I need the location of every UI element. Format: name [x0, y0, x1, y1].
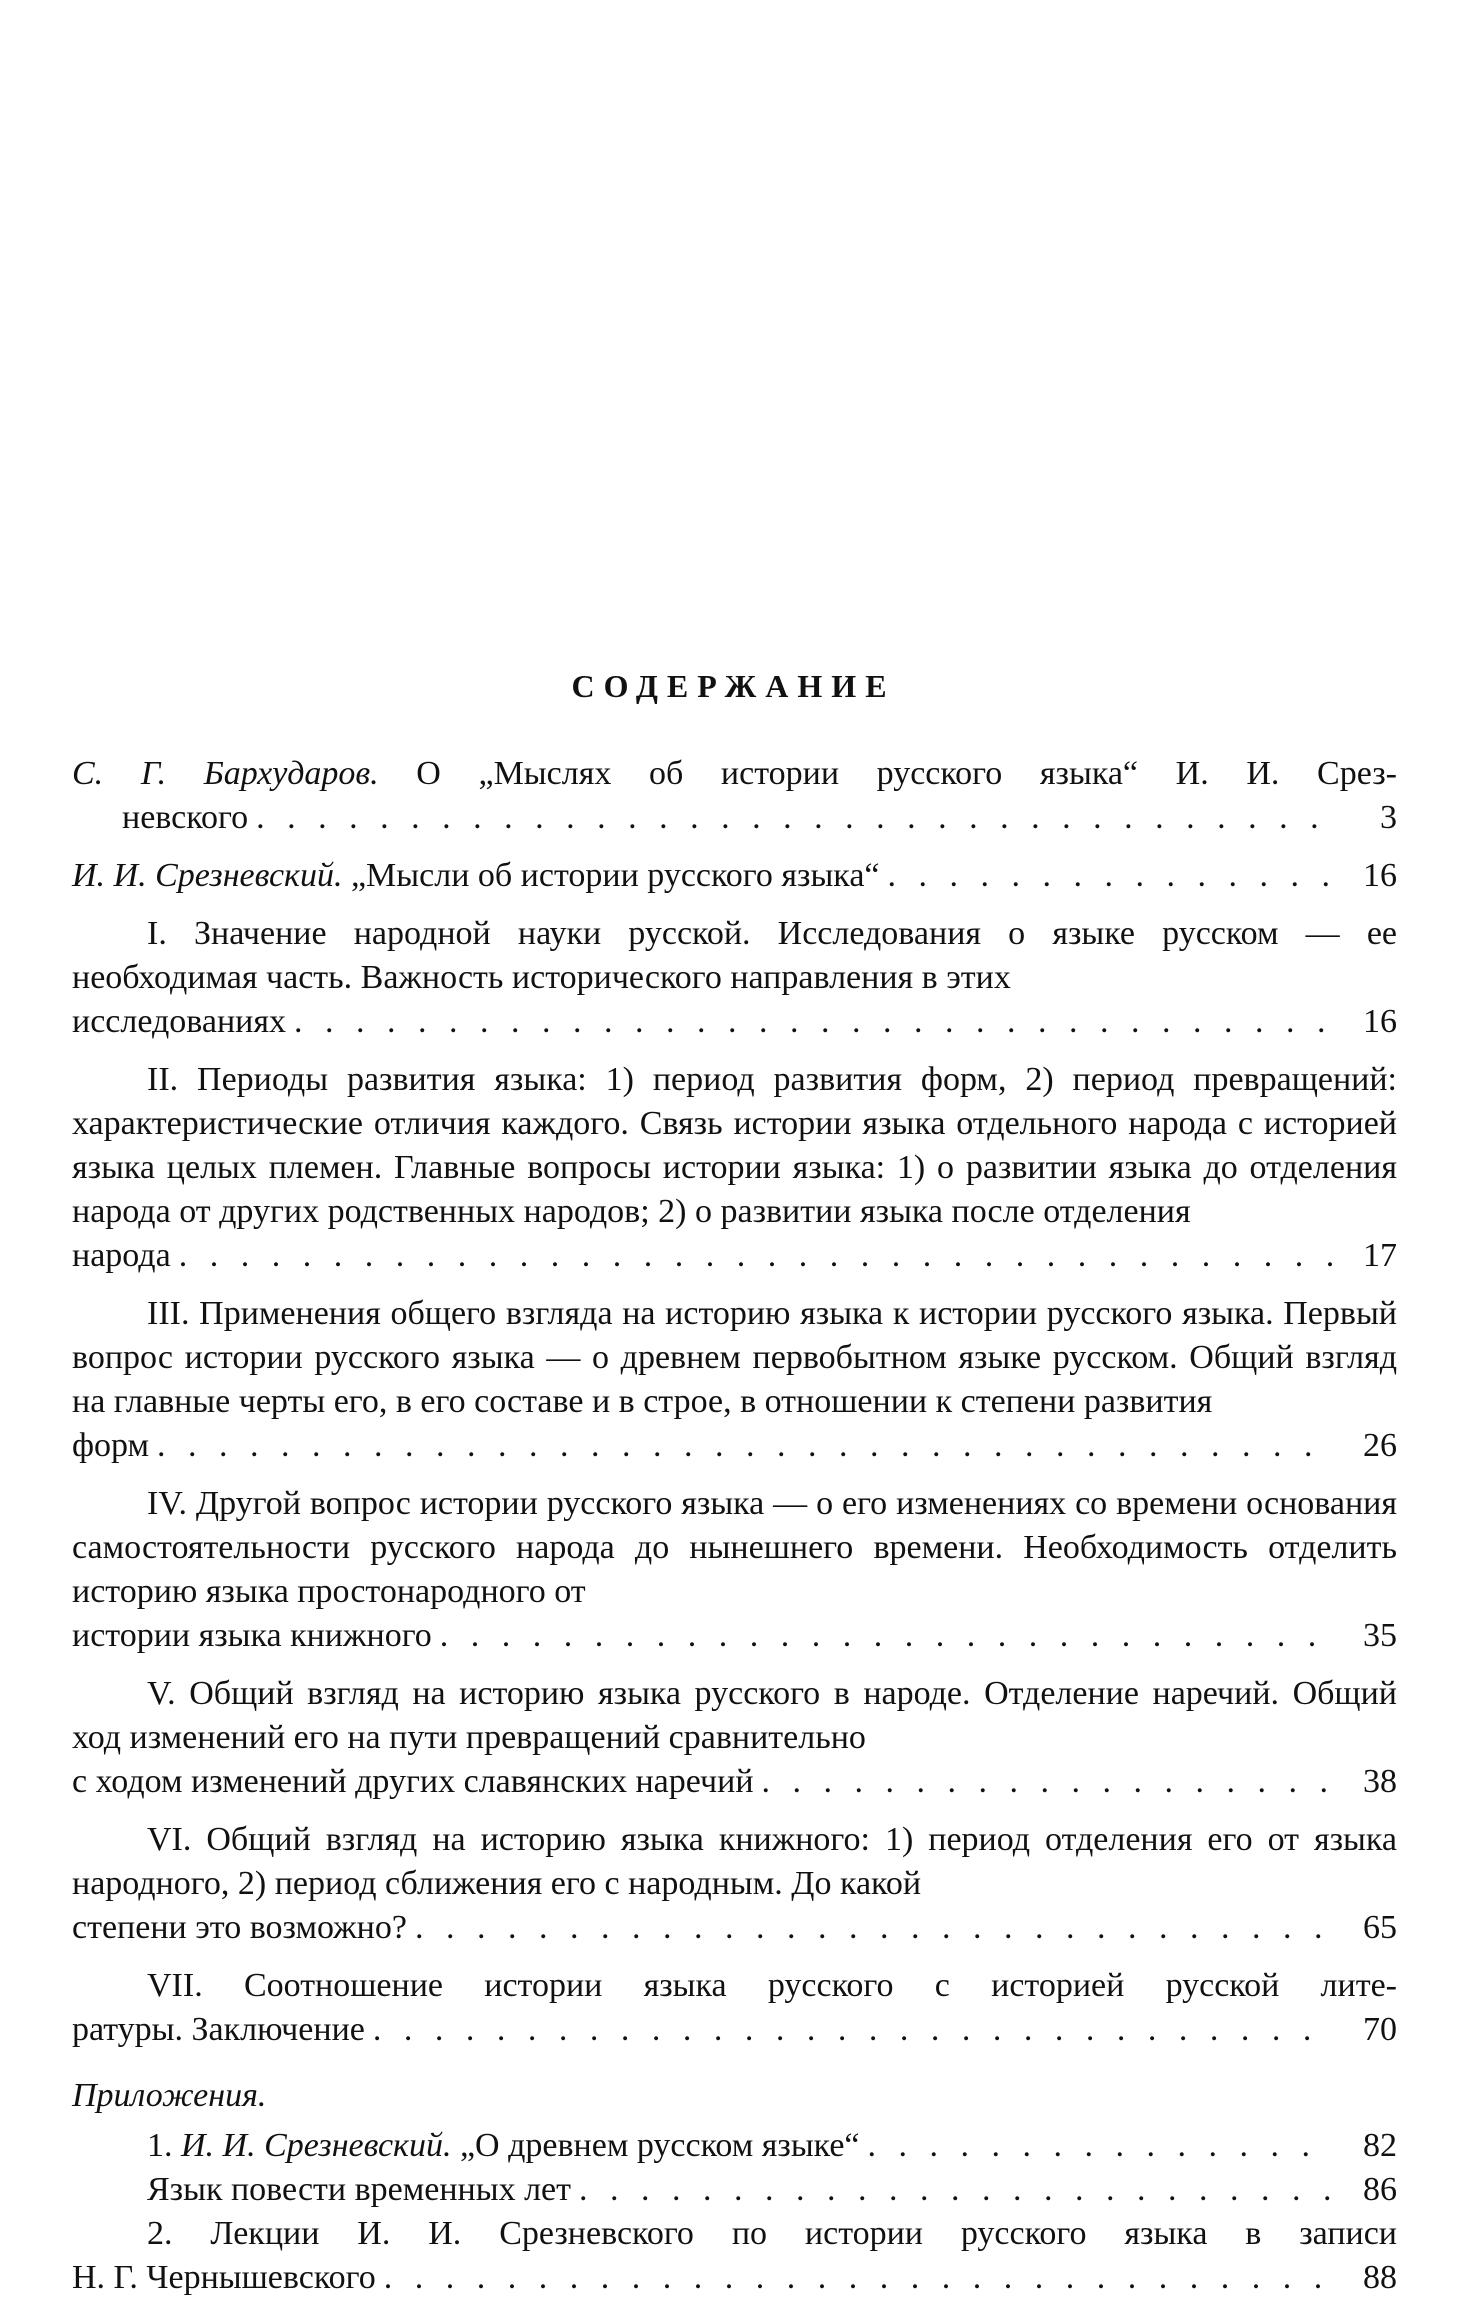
- toc-dot-leader: [415, 1906, 1333, 1950]
- toc-dot-leader: [440, 1614, 1333, 1658]
- toc-entry-author: И. И. Срезневский.: [181, 2127, 452, 2164]
- toc-chapter-6: [72, 1818, 1397, 1950]
- toc-appendix-2: [72, 2212, 1397, 2300]
- toc-entry-last-line: [72, 2256, 1397, 2300]
- toc-appendix-1-sub: [72, 2168, 1397, 2212]
- toc-page-number: 70: [1363, 2011, 1397, 2048]
- toc-entry-title: „Мысли об истории русского языка“: [350, 857, 880, 894]
- toc-page-number: 82: [1363, 2127, 1397, 2164]
- toc-chapter-text: III. Применения общего взгляда на историю языка к истории русского языка. Первый вопрос истории русского языка — о древнем первобытном языке русском. Общий взгляд на главные черты его, в его составе и в строе, в отношении к степени развития: [72, 1295, 1397, 1420]
- toc-entry-last-text: народа: [72, 1237, 171, 1274]
- toc-page-number: 16: [1363, 1003, 1397, 1040]
- toc-entry-last-line: [147, 2124, 1397, 2168]
- toc-dot-leader: [256, 796, 1333, 840]
- toc-entry-last-text: [72, 854, 880, 898]
- toc-chapter-text: V. Общий взгляд на историю языка русского в народе. Отделение наречий. Общий ход изменений его на пути превращений сравнительно: [72, 1675, 1397, 1756]
- toc-dot-leader: [762, 1760, 1333, 1804]
- toc-chapter-text: I. Значение народной науки русской. Исследования о языке русском — ее необходимая часть. Важность исторического направления в этих: [72, 915, 1397, 996]
- toc-entry-last-line: [72, 1760, 1397, 1804]
- toc-chapter-2: [72, 1058, 1397, 1278]
- toc-entry-last-line: [72, 1614, 1397, 1658]
- toc-entry-last-line: [72, 2008, 1397, 2052]
- table-of-contents: [72, 752, 1397, 2300]
- toc-dot-leader: [888, 854, 1334, 898]
- toc-entry-last-text: исследованиях: [72, 1003, 287, 1040]
- toc-entry-sreznevsky: [72, 854, 1397, 898]
- toc-entry-title: О „Мыслях об истории русского языка“ И. И. Срез-: [416, 755, 1397, 792]
- toc-entry-last-line: [147, 2168, 1397, 2212]
- toc-entry-last-text: ратуры. Заключение: [72, 2011, 365, 2048]
- toc-entry-last-text: с ходом изменений других славянских наречий: [72, 1763, 754, 1800]
- toc-page-number: 26: [1363, 1427, 1397, 1464]
- toc-entry-last-text: Язык повести временных лет: [147, 2171, 572, 2208]
- toc-entry-last-text: невского: [122, 799, 249, 836]
- toc-entry-last-line: [72, 1000, 1397, 1044]
- toc-chapter-text: VI. Общий взгляд на историю языка книжного: 1) период отделения его от языка народного, 2) период сближения его с народным. До какой: [72, 1821, 1397, 1902]
- page-title: СОДЕРЖАНИЕ: [571, 668, 896, 704]
- toc-chapter-4: [72, 1482, 1397, 1658]
- toc-dot-leader: [868, 2124, 1333, 2168]
- toc-page-number: 86: [1363, 2171, 1397, 2208]
- toc-entry-author: И. И. Срезневский.: [72, 857, 343, 894]
- toc-dot-leader: [373, 2008, 1333, 2052]
- toc-chapter-text: VII. Соотношение истории языка русского с историей русской лите-: [147, 1967, 1397, 2004]
- toc-page-number: 38: [1363, 1763, 1397, 1800]
- toc-appendix-number: 1.: [147, 2127, 173, 2164]
- toc-chapter-7: [72, 1964, 1397, 2052]
- toc-entry-last-text: [147, 2124, 860, 2168]
- toc-chapter-text: 2. Лекции И. И. Срезневского по истории русского языка в записи: [147, 2215, 1397, 2252]
- toc-entry-last-line: [72, 1906, 1397, 1950]
- toc-chapter-5: [72, 1672, 1397, 1804]
- toc-dot-leader: [294, 1000, 1333, 1044]
- toc-entry-last-line: [72, 854, 1397, 898]
- toc-dot-leader: [384, 2256, 1333, 2300]
- toc-entry-last-line: [72, 1424, 1397, 1468]
- toc-entry-author: С. Г. Бархударов.: [72, 755, 379, 792]
- toc-chapter-1: [72, 912, 1397, 1044]
- toc-entry-barkhudarov: [72, 752, 1397, 840]
- toc-page-number: 88: [1363, 2259, 1397, 2296]
- toc-page-number: 35: [1363, 1617, 1397, 1654]
- toc-page-number: 3: [1380, 799, 1397, 836]
- toc-entry-last-text: Н. Г. Чернышевского: [72, 2259, 376, 2296]
- toc-entry-title: „О древнем русском языке“: [459, 2127, 860, 2164]
- toc-page-number: 17: [1363, 1237, 1397, 1274]
- toc-entry-last-text: степени это возможно?: [72, 1909, 407, 1946]
- toc-entry-text: [72, 752, 1397, 796]
- toc-chapter-3: [72, 1292, 1397, 1468]
- toc-page-number: 65: [1363, 1909, 1397, 1946]
- toc-entry-last-line: [122, 796, 1397, 840]
- toc-entry-last-line: [72, 1234, 1397, 1278]
- toc-entry-last-text: форм: [72, 1427, 150, 1464]
- toc-page-number: 16: [1363, 857, 1397, 894]
- appendix-heading: Приложения.: [72, 2077, 267, 2114]
- toc-dot-leader: [179, 1234, 1333, 1278]
- toc-appendix-1: [72, 2124, 1397, 2168]
- toc-entry-last-text: истории языка книжного: [72, 1617, 432, 1654]
- toc-chapter-text: II. Периоды развития языка: 1) период развития форм, 2) период превращений: характеристические отличия каждого. Связь истории языка отдельного народа с историей языка целых племен. Главные вопросы истории языка: 1) о развитии языка до отделения народа от других родственных народов; 2) о развитии языка после отделения: [72, 1061, 1397, 1230]
- toc-dot-leader: [579, 2168, 1333, 2212]
- toc-dot-leader: [157, 1424, 1333, 1468]
- toc-chapter-text: IV. Другой вопрос истории русского языка — о его изменениях со времени основания самостоятельности русского народа до нынешнего времени. Необходимость отделить историю языка простонародного от: [72, 1485, 1397, 1610]
